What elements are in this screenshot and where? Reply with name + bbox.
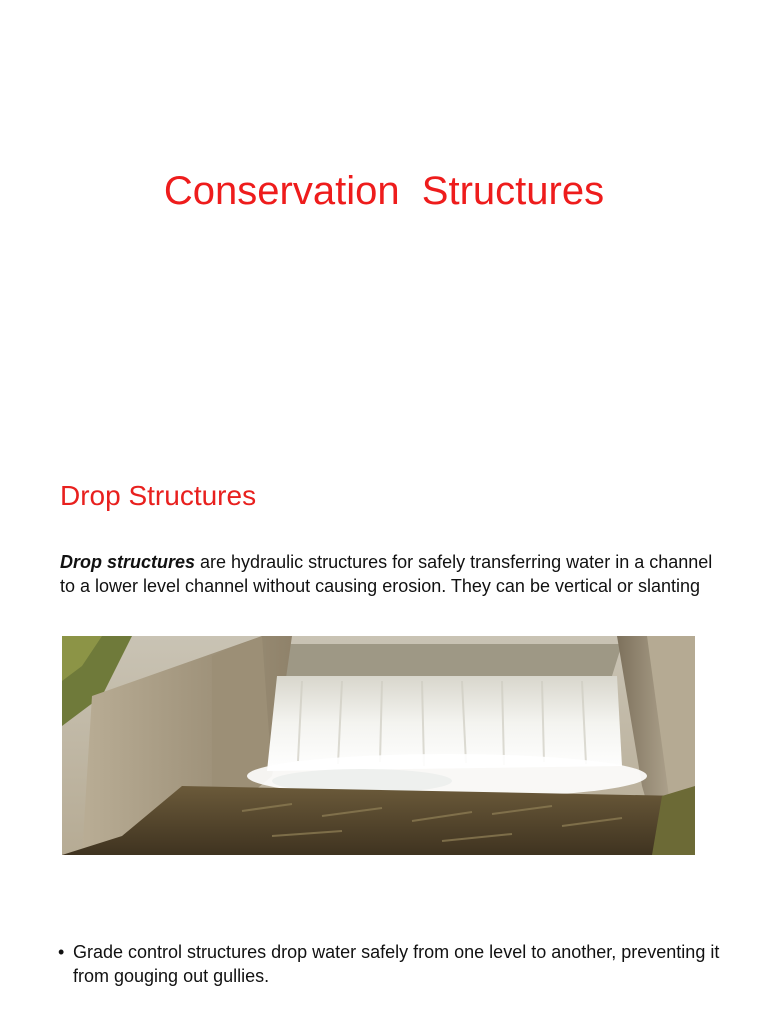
definition-text: are hydraulic structures for safely transferring water in a channel to a lower level channel without causing erosion. They can be vertical or slanting [60, 552, 713, 596]
definition-paragraph [60, 550, 720, 598]
defined-term: Drop structures [60, 552, 196, 572]
list-item [58, 940, 738, 988]
bullet-marker: • [58, 942, 65, 962]
section-heading: Drop Structures [60, 480, 257, 511]
slide-title: Conservation Structures [163, 169, 605, 213]
bullet-list [58, 940, 738, 988]
drop-structure-photo [62, 636, 695, 855]
bullet-text: Grade control structures drop water safely from one level to another, preventing it from gouging out gullies. [73, 942, 720, 986]
